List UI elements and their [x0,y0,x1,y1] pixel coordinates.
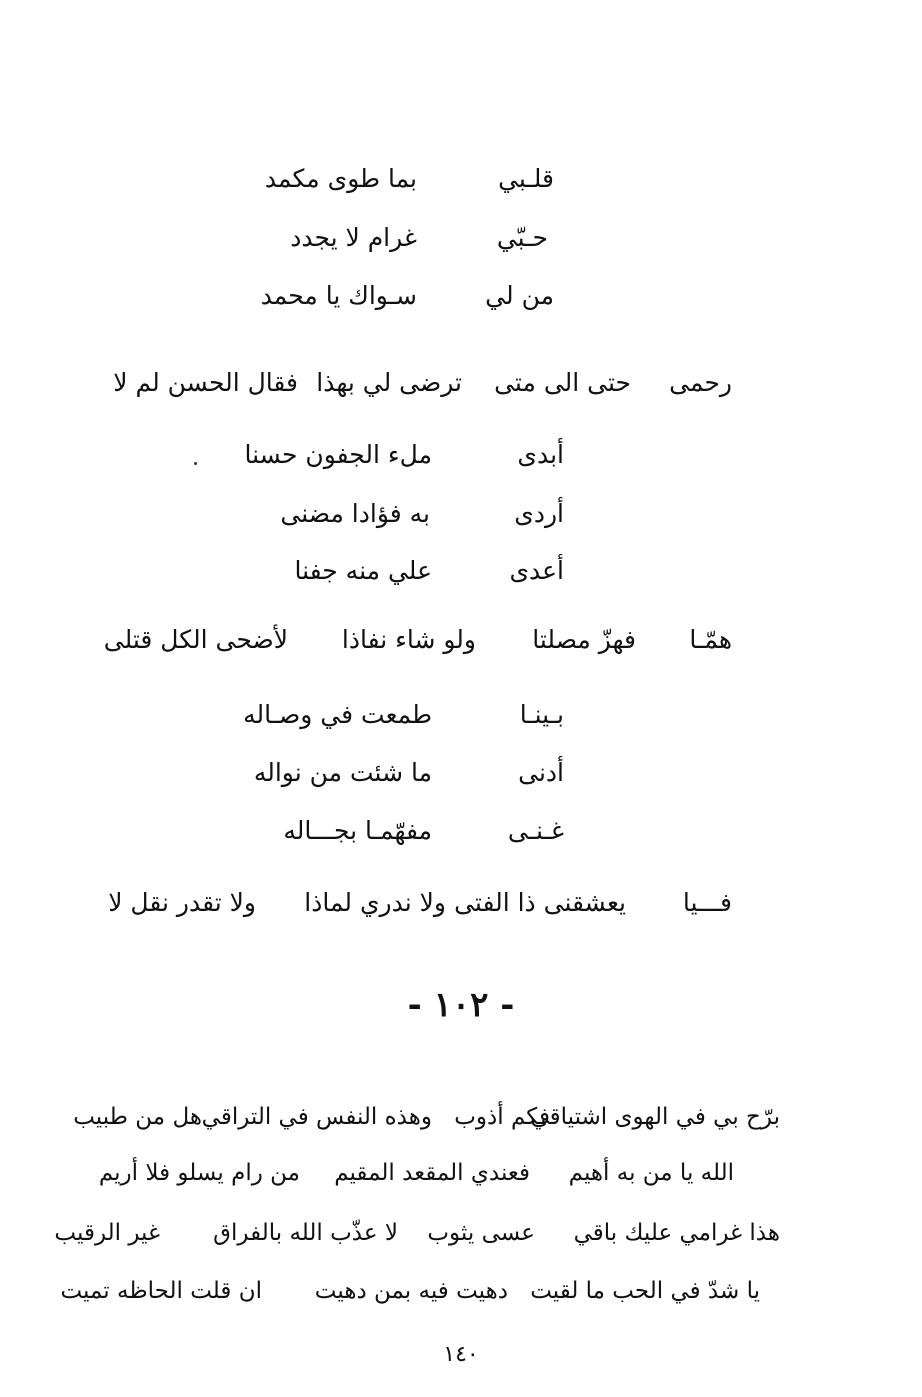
poem2-row-2-part-1: الله يا من به أهيم [568,1160,734,1186]
poem2-row-3-part-2: عسى يثوب [427,1220,535,1246]
verse-1-phrase: بما طوى مكمد [264,164,417,193]
verse-3-phrase: سـواك يا محمد [260,281,417,310]
verse-9-word: غـنـى [507,816,564,845]
poem2-row-3-part-3: لا عذّب الله بالفراق [213,1220,398,1246]
refrain-1-part-3: ترضى لي بهذا [316,368,462,397]
refrain-3-part-3: ولا ندري لماذا [304,888,446,917]
refrain-1-part-4: فقال الحسن لم لا [113,368,298,397]
poem2-row-2-part-3: من رام يسلو فلا أريم [98,1160,300,1186]
refrain-2-part-2: فهزّ مصلتا [532,625,636,654]
verse-4-word: أبدى [517,440,564,469]
poem2-row-1-part-2: فكم أذوب [454,1104,550,1130]
poem2-row-2-part-2: فعندي المقعد المقيم [334,1160,530,1186]
section-number: - ١٠٢ - [407,985,515,1025]
verse-6-word: أعدى [509,556,564,585]
ink-dot [194,462,197,465]
refrain-3-part-2: يعشقنى ذا الفتى [454,888,626,917]
verse-8-phrase: ما شئت من نواله [253,758,432,787]
verse-4-phrase: ملء الجفون حسنا [244,440,432,469]
poem2-row-4-part-3: ان قلت الحاظه تميت [60,1278,262,1304]
poem2-row-1-part-1: برّح بي في الهوى اشتياقي [530,1104,780,1130]
poem2-row-4-part-1: يا شدّ في الحب ما لقيت [530,1278,760,1304]
poem2-row-1-part-3: وهذه النفس في التراقي [201,1104,432,1130]
verse-2-word: حـبّي [496,223,548,252]
poem2-row-3-part-1: هذا غرامي عليك باقي [573,1220,780,1246]
refrain-2-part-4: لأضحى الكل قتلى [103,625,288,654]
poem2-row-3-part-4: غير الرقيب [54,1220,160,1246]
verse-1-word: قلـبي [498,164,554,193]
verse-2-phrase: غرام لا يجدد [290,223,417,252]
verse-7-word: بـينـا [519,700,564,729]
verse-6-phrase: علي منه جفنا [294,556,432,585]
verse-7-phrase: طمعت في وصـاله [243,700,432,729]
verse-5-word: أردى [514,499,564,528]
refrain-1-part-2: حتى الى متى [494,368,631,397]
refrain-2-word: همّـا [689,625,732,654]
verse-8-word: أدنى [518,758,564,787]
refrain-2-part-3: ولو شاء نفاذا [341,625,476,654]
poem2-row-4-part-2: دهيت فيه بمن دهيت [314,1278,508,1304]
verse-5-phrase: به فؤادا مضنى [280,499,430,528]
refrain-1-word: رحمى [669,368,732,397]
refrain-3-word: فـــيا [682,888,732,917]
poem2-row-1-part-4: هل من طبيب [73,1104,202,1130]
page-number: ١٤٠ [443,1342,479,1367]
refrain-3-part-4: ولا تقدر نقل لا [108,888,256,917]
verse-3-word: من لي [485,281,554,310]
verse-9-phrase: مفهّمـا بجـــاله [283,816,432,845]
